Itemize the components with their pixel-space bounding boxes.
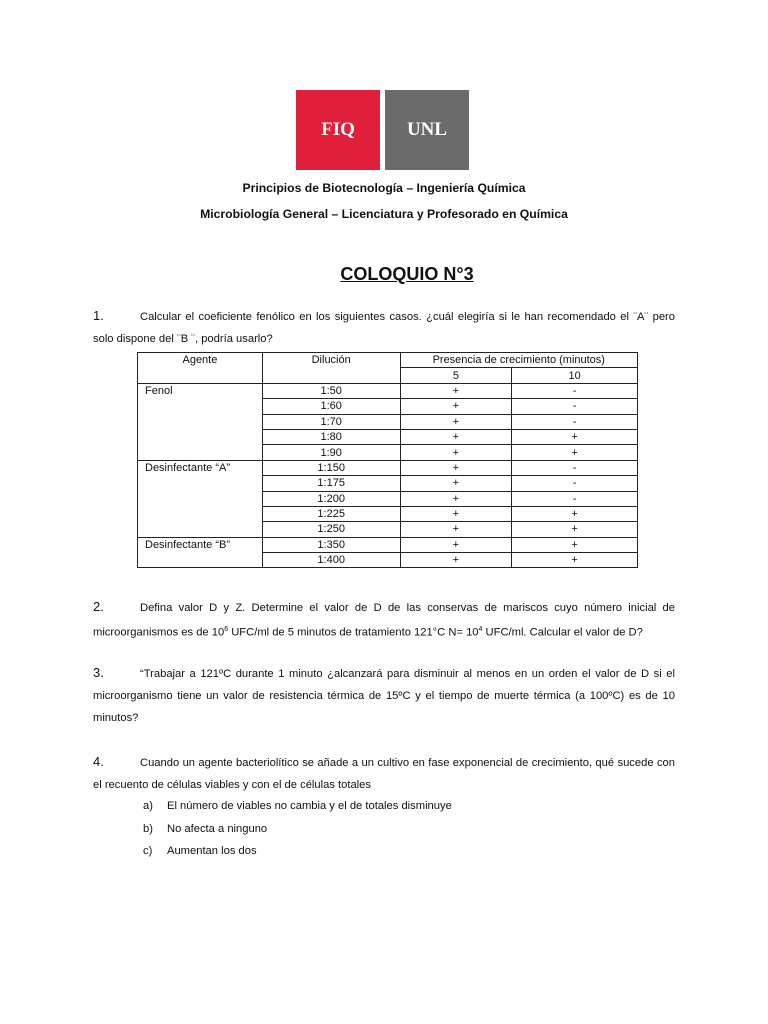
unl-logo-block: UNL — [385, 90, 469, 170]
growth-10-cell: - — [512, 383, 638, 398]
question-2 — [93, 596, 675, 644]
growth-5-cell: + — [400, 476, 512, 491]
question-number: 1. — [93, 308, 104, 323]
question-text: UFC/ml de 5 minutos de tratamiento 121°C N= 10 — [228, 626, 479, 639]
dilution-cell: 1:400 — [262, 553, 400, 568]
option-text: El número de viables no cambia y el de totales disminuye — [167, 800, 452, 812]
growth-10-cell: + — [512, 506, 638, 521]
question-text: Calcular el coeficiente fenólico en los siguientes casos. ¿cuál elegiría si le han recomendado el ¨A¨ pero solo dispone del ¨B ¨, podría usarlo? — [93, 311, 675, 345]
dilution-cell: 1:90 — [262, 445, 400, 460]
option-text: Aumentan los dos — [167, 845, 257, 857]
growth-5-cell: + — [400, 460, 512, 475]
dilution-cell: 1:225 — [262, 506, 400, 521]
table-row — [138, 383, 638, 398]
growth-10-cell: + — [512, 445, 638, 460]
exponent: 6 — [224, 626, 229, 633]
question-number: 2. — [93, 599, 104, 614]
question-text: Defina valor D y Z. Determine el valor de D de las conservas de mariscos cuyo número inicial de microorganismos es de 10 — [93, 602, 675, 639]
exponent: 4 — [478, 626, 483, 633]
growth-5-cell: + — [400, 506, 512, 521]
dilution-cell: 1:60 — [262, 399, 400, 414]
growth-10-cell: + — [512, 429, 638, 444]
question-4 — [93, 751, 675, 796]
question-text: Cuando un agente bacteriolítico se añade a un cultivo en fase exponencial de crecimiento, qué sucede con el recuento de células viables y con el de células totales — [93, 757, 675, 791]
question-3 — [93, 662, 675, 729]
growth-5-cell: + — [400, 522, 512, 537]
agent-cell: Fenol — [138, 383, 263, 460]
growth-5-cell: + — [400, 399, 512, 414]
question-text: “Trabajar a 121ºC durante 1 minuto ¿alcanzará para disminuir al menos en un orden el valor de D si el microorganismo tiene un valor de resistencia térmica de 15ºC y el tiempo de muerte térmica (a 100ºC) es de 10 minutos? — [93, 668, 675, 724]
growth-5-cell: + — [400, 491, 512, 506]
growth-10-cell: - — [512, 399, 638, 414]
option-label: c) — [143, 845, 153, 857]
growth-5-cell: + — [400, 414, 512, 429]
question-number: 4. — [93, 754, 104, 769]
header-5-min: 5 — [400, 368, 512, 383]
page-title: COLOQUIO N°3 — [340, 264, 474, 284]
header-10-min: 10 — [512, 368, 638, 383]
course-subtitle-1: Principios de Biotecnología – Ingeniería Química — [242, 181, 526, 195]
phenol-coefficient-table — [137, 352, 638, 568]
institution-logo — [296, 90, 469, 170]
course-subtitle-2: Microbiología General – Licenciatura y Profesorado en Química — [200, 207, 568, 221]
question-1 — [93, 305, 675, 350]
header-dilution: Dilución — [262, 353, 400, 384]
option-a — [143, 800, 452, 812]
growth-10-cell: + — [512, 537, 638, 552]
header-growth: Presencia de crecimiento (minutos) — [400, 353, 637, 368]
growth-10-cell: + — [512, 553, 638, 568]
growth-10-cell: - — [512, 491, 638, 506]
table-row — [138, 460, 638, 475]
question-number: 3. — [93, 665, 104, 680]
option-label: a) — [143, 800, 153, 812]
dilution-cell: 1:250 — [262, 522, 400, 537]
option-c — [143, 845, 257, 857]
agent-cell: Desinfectante “B” — [138, 537, 263, 568]
growth-5-cell: + — [400, 429, 512, 444]
table-row — [138, 537, 638, 552]
agent-cell: Desinfectante “A” — [138, 460, 263, 537]
fiq-logo-block: FIQ — [296, 90, 380, 170]
growth-5-cell: + — [400, 445, 512, 460]
dilution-cell: 1:175 — [262, 476, 400, 491]
growth-10-cell: - — [512, 414, 638, 429]
dilution-cell: 1:350 — [262, 537, 400, 552]
dilution-cell: 1:80 — [262, 429, 400, 444]
header-agent: Agente — [138, 353, 263, 384]
growth-10-cell: - — [512, 460, 638, 475]
dilution-cell: 1:70 — [262, 414, 400, 429]
option-b — [143, 823, 267, 835]
dilution-cell: 1:200 — [262, 491, 400, 506]
growth-10-cell: + — [512, 522, 638, 537]
option-text: No afecta a ninguno — [167, 823, 268, 835]
growth-5-cell: + — [400, 553, 512, 568]
question-text: UFC/ml. Calcular el valor de D? — [482, 626, 643, 639]
growth-5-cell: + — [400, 383, 512, 398]
dilution-cell: 1:150 — [262, 460, 400, 475]
table-body — [138, 383, 638, 568]
growth-10-cell: - — [512, 476, 638, 491]
dilution-cell: 1:50 — [262, 383, 400, 398]
option-label: b) — [143, 823, 153, 835]
growth-5-cell: + — [400, 537, 512, 552]
